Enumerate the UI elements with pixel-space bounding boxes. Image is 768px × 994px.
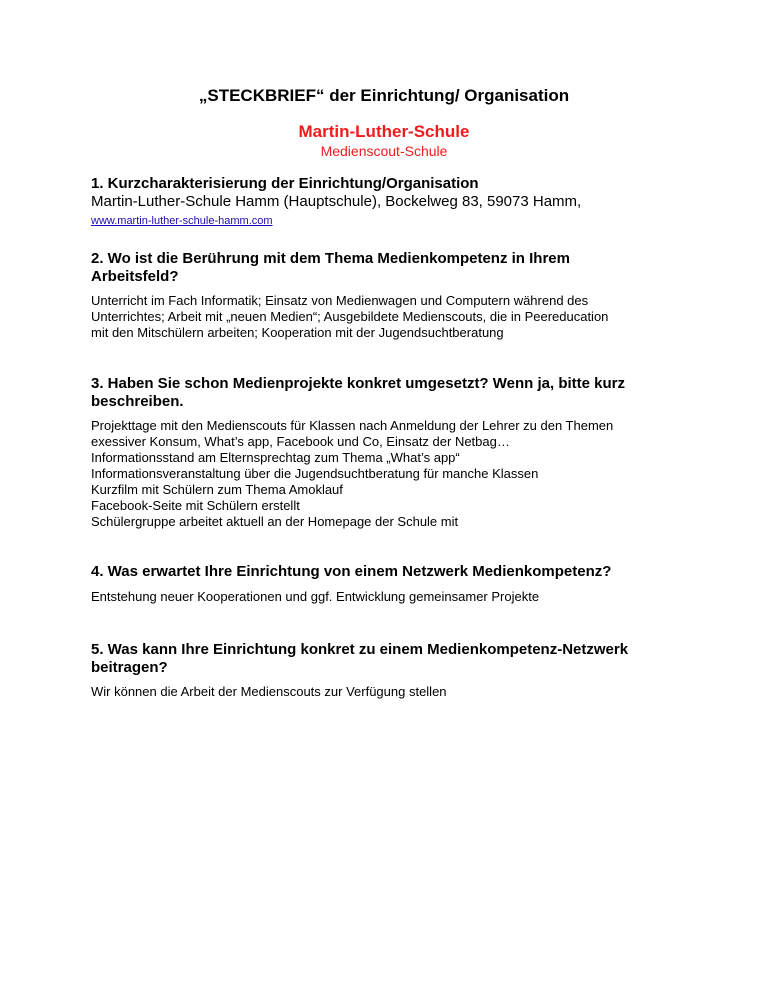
answer-line: Informationsstand am Elternsprechtag zum Thema „What’s app“ [91, 450, 460, 465]
section-2-heading-line: Arbeitsfeld? [91, 268, 179, 285]
section-3-answer [91, 418, 691, 530]
school-website-link[interactable]: www.martin-luther-schule-hamm.com [91, 215, 273, 227]
section-4 [91, 563, 691, 605]
section-1-address: Martin-Luther-Schule Hamm (Hauptschule), Bockelweg 83, 59073 Hamm, [91, 193, 582, 210]
section-1-heading: 1. Kurzcharakterisierung der Einrichtung/Organisation [91, 175, 479, 192]
answer-line: Unterricht im Fach Informatik; Einsatz von Medienwagen und Computern während des [91, 293, 589, 308]
answer-line: Schülergruppe arbeitet aktuell an der Homepage der Schule mit [91, 514, 459, 529]
answer-line: Facebook-Seite mit Schülern erstellt [91, 498, 300, 513]
school-subtitle: Medienscout-Schule [320, 143, 448, 159]
answer-line: Kurzfilm mit Schülern zum Thema Amoklauf [91, 482, 343, 497]
answer-line: Informationsveranstaltung über die Jugendsuchtberatung für manche Klassen [91, 466, 539, 481]
section-3 [91, 375, 691, 530]
answer-line: Unterrichtes; Arbeit mit „neuen Medien“; Ausgebildete Medienscouts, die in Peereducation [91, 309, 609, 324]
section-5-heading [91, 641, 691, 677]
section-1 [91, 175, 691, 229]
answer-line: mit den Mitschülern arbeiten; Kooperation mit der Jugendsuchtberatung [91, 325, 504, 340]
section-3-heading-line: beschreiben. [91, 393, 184, 410]
answer-line: Entstehung neuer Kooperationen und ggf. Entwicklung gemeinsamer Projekte [91, 589, 540, 604]
section-2 [91, 250, 691, 341]
section-2-heading [91, 250, 691, 286]
section-4-answer [91, 589, 691, 605]
section-5-heading-line: 5. Was kann Ihre Einrichtung konkret zu einem Medienkompetenz-Netzwerk [91, 641, 629, 658]
document-title: „STECKBRIEF“ der Einrichtung/ Organisation [198, 86, 570, 105]
answer-line: Wir können die Arbeit der Medienscouts zur Verfügung stellen [91, 684, 447, 699]
section-2-answer [91, 293, 691, 341]
section-3-heading [91, 375, 691, 411]
section-4-heading: 4. Was erwartet Ihre Einrichtung von einem Netzwerk Medienkompetenz? [91, 563, 612, 580]
section-3-heading-line: 3. Haben Sie schon Medienprojekte konkret umgesetzt? Wenn ja, bitte kurz [91, 375, 626, 392]
section-5-heading-line: beitragen? [91, 659, 168, 676]
answer-line: exessiver Konsum, What’s app, Facebook und Co, Einsatz der Netbag… [91, 434, 510, 449]
section-5-answer [91, 684, 691, 700]
school-name: Martin-Luther-Schule [298, 122, 470, 141]
section-2-heading-line: 2. Wo ist die Berührung mit dem Thema Medienkompetenz in Ihrem [91, 250, 570, 267]
answer-line: Projekttage mit den Medienscouts für Klassen nach Anmeldung der Lehrer zu den Themen [91, 418, 614, 433]
section-5 [91, 641, 691, 700]
